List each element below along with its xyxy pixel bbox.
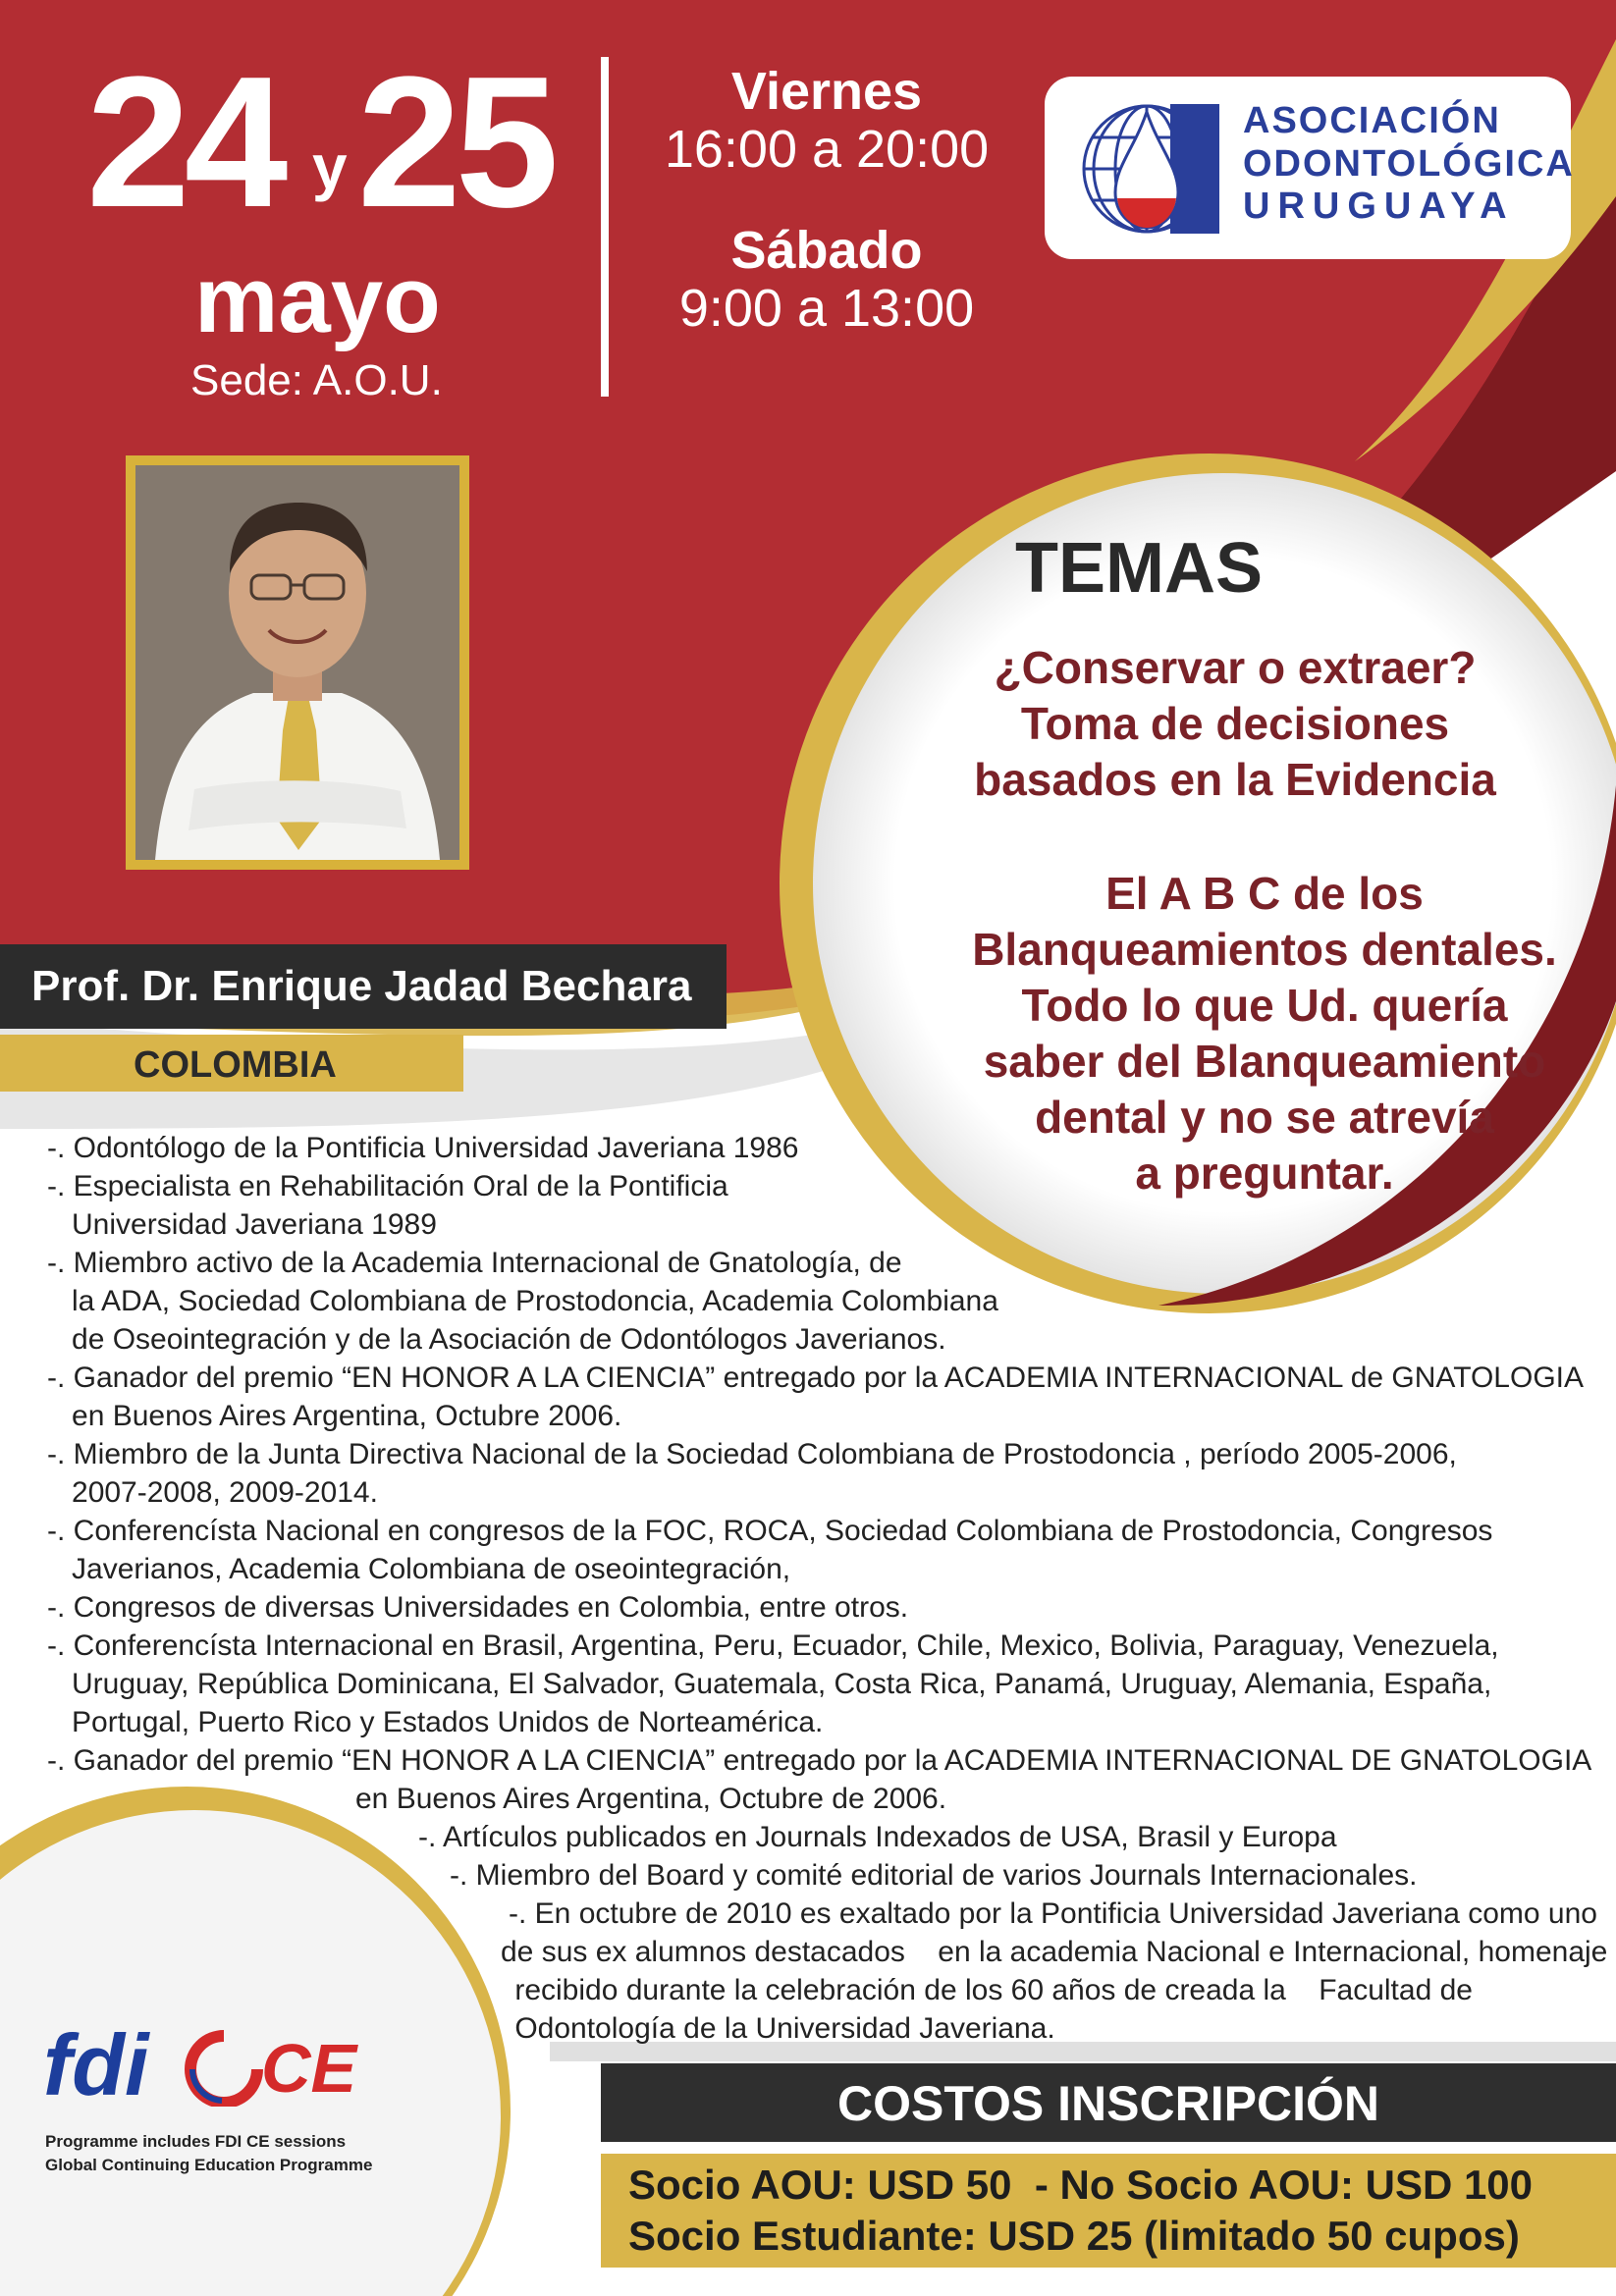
topic-1	[911, 640, 1559, 808]
fdi-ce-swirl-icon	[183, 2030, 265, 2107]
ce-logo-text: CE	[261, 2030, 357, 2107]
costs-title: COSTOS INSCRIPCIÓN	[837, 2076, 1379, 2131]
event-venue: Sede: A.O.U.	[190, 356, 443, 404]
cv-line: Portugal, Puerto Rico y Estados Unidos de Norteamérica.	[47, 1706, 824, 1738]
event-day-2: 25	[357, 38, 554, 246]
cv-line: Universidad Javeriana 1989	[47, 1208, 437, 1241]
fdi-ce-logo	[43, 2016, 416, 2179]
cv-line: en Buenos Aires Argentina, Octubre 2006.	[47, 1400, 622, 1432]
cv-line: 2007-2008, 2009-2014.	[47, 1476, 378, 1509]
cv-line: -. Miembro de la Junta Directiva Nacional de la Sociedad Colombiana de Prostodoncia , período 2005-2006,	[47, 1438, 1457, 1470]
cv-line: de Oseointegración y de la Asociación de Odontólogos Javerianos.	[47, 1323, 946, 1356]
aou-logo-text	[1243, 100, 1575, 229]
event-month: mayo	[194, 247, 441, 352]
aou-logo	[1045, 77, 1575, 259]
cv-line: -. Conferencísta Nacional en congresos de la FOC, ROCA, Sociedad Colombiana de Prostodoncia, Congresos	[47, 1515, 1493, 1547]
fdi-tagline-1: Programme includes FDI CE sessions	[45, 2132, 347, 2151]
topic-line: Todo lo que Ud. quería	[1021, 980, 1508, 1032]
schedule-saturday	[620, 222, 1033, 339]
cv-line: la ADA, Sociedad Colombiana de Prostodoncia, Academia Colombiana	[47, 1285, 998, 1317]
cv-line: Odontología de la Universidad Javeriana.	[507, 2012, 1055, 2045]
topic-line: El A B C de los	[1105, 868, 1424, 919]
speaker-photo-frame	[126, 455, 469, 870]
globe-drop-icon	[1076, 98, 1223, 240]
topic-line: Toma de decisiones	[1020, 698, 1450, 750]
cv-line: -. Artículos publicados en Journals Indexados de USA, Brasil y Europa	[418, 1821, 1337, 1853]
fdi-logo-text: fdi	[43, 2016, 149, 2113]
date-connector: y	[312, 132, 348, 202]
schedule-day: Viernes	[730, 62, 923, 121]
topic-2	[911, 866, 1616, 1201]
cv-line: -. Odontólogo de la Pontificia Universidad Javeriana 1986	[47, 1132, 799, 1164]
cv-line: -. Especialista en Rehabilitación Oral de la Pontificia	[47, 1170, 728, 1202]
event-day-1: 24	[86, 38, 283, 246]
cv-line: Uruguay, República Dominicana, El Salvador, Guatemala, Costa Rica, Panamá, Uruguay, Alemania, España,	[47, 1668, 1492, 1700]
cv-line: -. Conferencísta Internacional en Brasil, Argentina, Peru, Ecuador, Chile, Mexico, Bolivia, Paraguay, Venezuela,	[47, 1629, 1499, 1662]
schedule-time: 16:00 a 20:00	[664, 120, 990, 180]
cv-line: -. Miembro del Board y comité editorial de varios Journals Internacionales.	[450, 1859, 1418, 1892]
aou-logo-line: URUGUAYA	[1243, 186, 1515, 228]
cv-line: -. Miembro activo de la Academia Internacional de Gnatología, de	[47, 1247, 902, 1279]
prices-bar	[601, 2154, 1616, 2268]
schedule-friday	[620, 63, 1033, 180]
price-members: Socio AOU: USD 50 - No Socio AOU: USD 100	[628, 2162, 1534, 2208]
speaker-name: Prof. Dr. Enrique Jadad Bechara	[31, 962, 692, 1010]
topic-line: a preguntar.	[1135, 1148, 1394, 1200]
topic-line: basados en la Evidencia	[974, 754, 1496, 806]
cv-line: en Buenos Aires Argentina, Octubre de 2006.	[355, 1783, 947, 1815]
costs-header-bar	[601, 2063, 1616, 2142]
aou-logo-line: ASOCIACIÓN	[1243, 100, 1501, 141]
schedule-time: 9:00 a 13:00	[678, 279, 975, 339]
cv-line: -. Ganador del premio “EN HONOR A LA CIENCIA” entregado por la ACADEMIA INTERNACIONAL de GNATOLOGIA	[47, 1362, 1585, 1394]
aou-logo-line: ODONTOLÓGICA	[1243, 142, 1575, 185]
cv-line: -. Congresos de diversas Universidades en Colombia, entre otros.	[47, 1591, 909, 1624]
topic-line: ¿Conservar o extraer?	[994, 642, 1477, 693]
cv-line: de sus ex alumnos destacados en la academia Nacional e Internacional, homenaje	[501, 1936, 1608, 1968]
fdi-tagline-2: Global Continuing Education Programme	[45, 2156, 373, 2174]
cv-line: Javerianos, Academia Colombiana de oseointegración,	[47, 1553, 791, 1585]
speaker-country: COLOMBIA	[134, 1044, 337, 1086]
speaker-name-bar	[0, 944, 727, 1029]
topic-line: Blanqueamientos dentales.	[972, 924, 1557, 976]
topics-title: TEMAS	[1015, 529, 1263, 608]
header-divider	[601, 57, 609, 397]
cv-line: recibido durante la celebración de los 60 años de creada la Facultad de	[507, 1974, 1473, 2006]
topic-line: saber del Blanqueamiento	[983, 1036, 1546, 1088]
cv-line: -. Ganador del premio “EN HONOR A LA CIENCIA” entregado por la ACADEMIA INTERNACIONAL DE GNATOLOGIA	[47, 1744, 1592, 1777]
cv-line: -. En octubre de 2010 es exaltado por la Pontificia Universidad Javeriana como uno	[509, 1897, 1597, 1930]
price-students: Socio Estudiante: USD 25 (limitado 50 cupos)	[628, 2213, 1520, 2259]
schedule-day: Sábado	[730, 221, 923, 280]
speaker-photo	[135, 465, 459, 860]
speaker-country-bar	[0, 1035, 463, 1092]
topic-line: dental y no se atrevía	[1035, 1092, 1494, 1144]
